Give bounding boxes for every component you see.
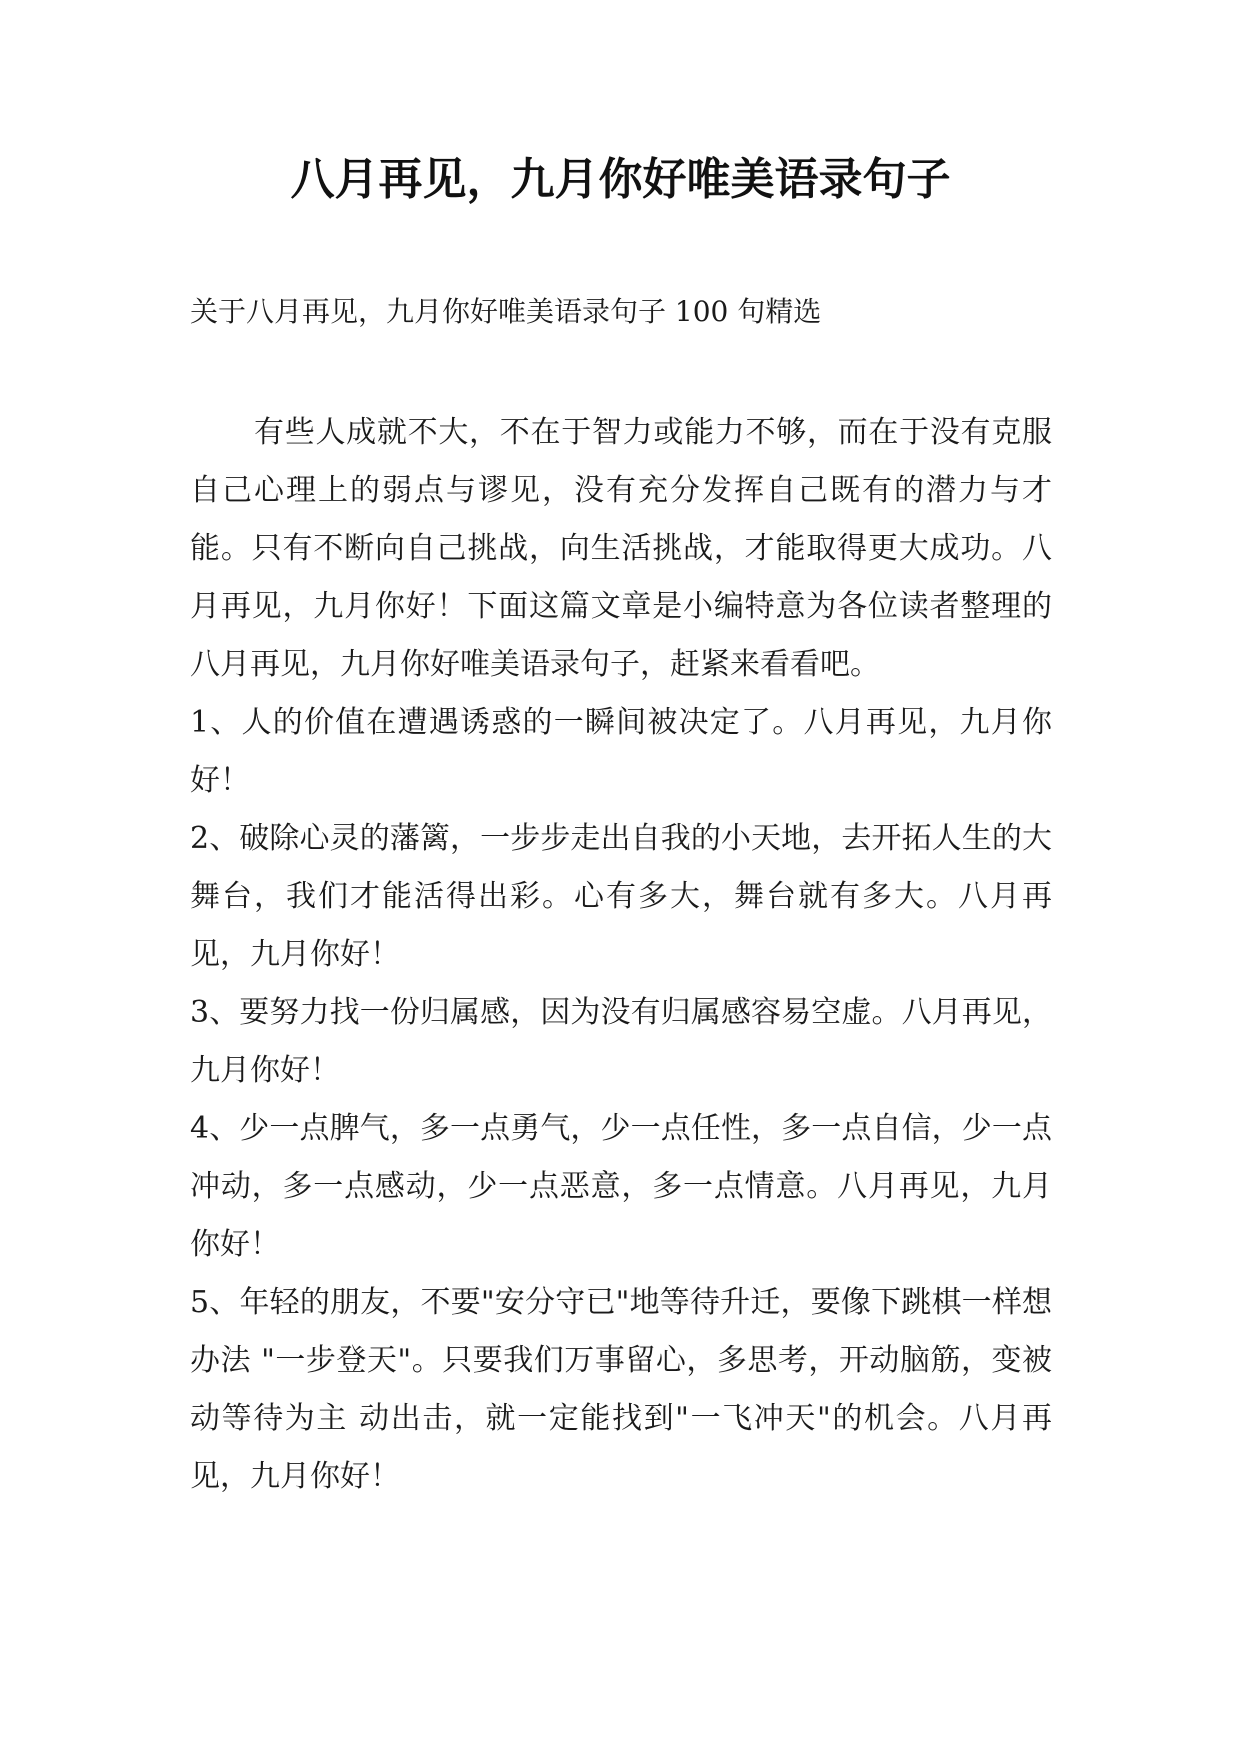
document-subtitle: 关于八月再见，九月你好唯美语录句子 100 句精选 bbox=[190, 295, 822, 328]
intro-paragraph: 有些人成就不大，不在于智力或能力不够，而在于没有克服自己心理上的弱点与谬见，没有充分发挥自己既有的潜力与才能。只有不断向自己挑战，向生活挑战，才能取得更大成功。八月再见，九月你好！下面这篇文章是小编特意为各位读者整理的八月再见，九月你好唯美语录句子，赶紧来看看吧。 bbox=[190, 415, 1052, 682]
document-body bbox=[190, 404, 1052, 1506]
quote-item-4: 4、少一点脾气，多一点勇气，少一点任性，多一点自信，少一点冲动，多一点感动，少一点恶意，多一点情意。八月再见，九月你好！ bbox=[190, 1111, 1052, 1262]
quote-item-5: 5、年轻的朋友，不要"安分守已"地等待升迁，要像下跳棋一样想办法 "一步登天"。只要我们万事留心，多思考，开动脑筋，变被动等待为主 动出击，就一定能找到"一飞冲天"的机会。八月再见，九月你好！ bbox=[190, 1285, 1052, 1494]
quote-item-2: 2、破除心灵的藩篱，一步步走出自我的小天地，去开拓人生的大舞台，我们才能活得出彩。心有多大，舞台就有多大。八月再见，九月你好！ bbox=[190, 821, 1052, 972]
quote-item-1: 1、人的价值在遭遇诱惑的一瞬间被决定了。八月再见，九月你好！ bbox=[190, 705, 1052, 798]
quote-item-3: 3、要努力找一份归属感，因为没有归属感容易空虚。八月再见，九月你好！ bbox=[190, 995, 1052, 1088]
document-title: 八月再见，九月你好唯美语录句子 bbox=[290, 154, 951, 205]
